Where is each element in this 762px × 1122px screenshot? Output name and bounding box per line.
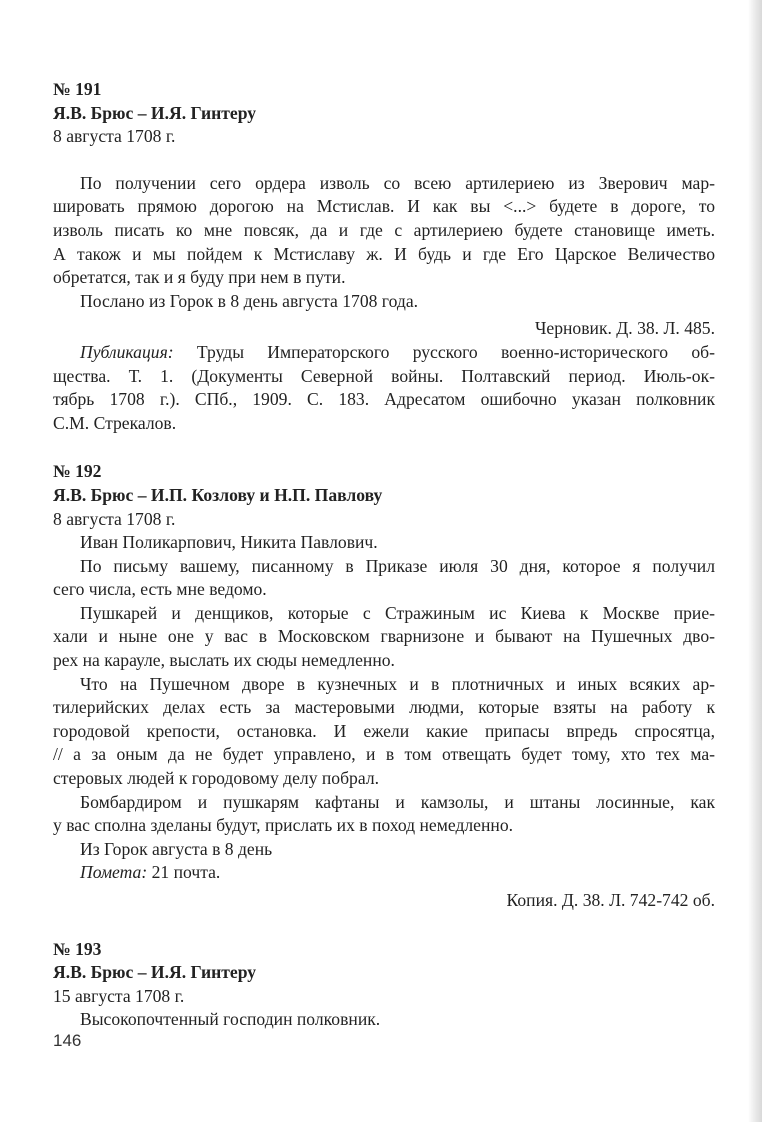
publication-line: С.М. Стрекалов. (53, 412, 177, 433)
document-heading: Я.В. Брюс – И.П. Козлову и Н.П. Павлову (53, 484, 383, 505)
sent-from: Из Горок августа в 8 день (80, 838, 273, 859)
document-heading: Я.В. Брюс – И.Я. Гинтеру (53, 102, 257, 123)
salutation: Иван Поликарпович, Никита Павлович. (80, 532, 378, 553)
body-line: сего числа, есть мне ведомо. (53, 579, 267, 600)
document-date: 8 августа 1708 г. (53, 508, 176, 529)
document-heading: Я.В. Брюс – И.Я. Гинтеру (53, 962, 257, 983)
paragraph (53, 555, 715, 602)
body-line: шировать прямою дорогою на Мстислав. И как вы <...> будете в дороге, то (53, 196, 715, 217)
document-number: № 191 (53, 79, 102, 99)
salutation: Высокопочтенный господин полковник. (80, 1009, 381, 1030)
page-number: 146 (53, 1031, 82, 1050)
publication-line: тябрь 1708 г.). СПб., 1909. С. 183. Адресатом ошибочно указан полковник (53, 389, 715, 410)
body-line: обретатся, так и я буду при нем в пути. (53, 267, 346, 288)
note-label: Помета: (80, 862, 148, 883)
document-date: 15 августа 1708 г. (53, 985, 185, 1006)
paragraph (53, 791, 715, 838)
publication-line: щества. Т. 1. (Документы Северной войны. Полтавский период. Июль-ок- (53, 365, 715, 386)
page-spine-shadow (748, 0, 762, 1122)
body-line: По получении сего ордера изволь со всею артилериею из Зверович мар- (80, 172, 715, 193)
paragraph (53, 602, 715, 673)
document-body (53, 172, 715, 290)
body-line: тилерийских делах есть за мастеровыми людми, которые взяты на работу к (53, 697, 715, 718)
document-193 (53, 938, 715, 1032)
body-line: изволь писать ко мне повсяк, да и где с артилериею будете становище иметь. (53, 219, 715, 240)
body-line: // а за оным да не будет управлено, и в том отвещать будет тому, хто тех ма- (53, 744, 715, 765)
body-line: рех на карауле, выслать их сюды немедленно. (53, 650, 395, 671)
body-line: По письму вашему, писанному в Приказе июля 30 дня, которое я получил (80, 555, 715, 576)
document-number: № 193 (53, 938, 102, 959)
archive-reference: Черновик. Д. 38. Л. 485. (534, 318, 715, 339)
document-page (53, 78, 715, 1032)
body-line: А також и мы пойдем к Мстиславу ж. И будь и где Его Царское Величество (53, 243, 715, 264)
note (53, 861, 715, 885)
document-191 (53, 78, 715, 435)
document-number: № 192 (53, 461, 102, 482)
publication-note (53, 341, 715, 435)
note-text: 21 почта. (151, 862, 221, 883)
publication-label: Публикация: (80, 341, 174, 362)
publication-text: Труды Императорского русского военно-исторического об- (196, 341, 715, 362)
sent-from: Послано из Горок в 8 день августа 1708 года. (80, 290, 419, 311)
body-line: Пушкарей и денщиков, которые с Стражиным ис Киева к Москве прие- (80, 602, 715, 623)
body-line: Бомбардиром и пушкарям кафтаны и камзолы, и штаны лосинные, как (80, 791, 715, 812)
body-line: стеровых людей к городовому делу побрал. (53, 768, 379, 789)
paragraph (53, 673, 715, 791)
body-line: хали и ныне оне у вас в Московском гварнизоне и бывают на Пушечных дво- (53, 626, 715, 647)
body-line: городовой крепости, остановка. И ежели какие припасы впредь спросятца, (53, 720, 715, 741)
document-date: 8 августа 1708 г. (53, 126, 176, 147)
body-line: у вас сполна зделаны будут, прислать их в поход немедленно. (53, 815, 514, 836)
publication-line (53, 341, 715, 365)
body-line: Что на Пушечном дворе в кузнечных и в плотничных и иных всяких ар- (80, 673, 715, 694)
document-192 (53, 460, 715, 912)
archive-reference: Копия. Д. 38. Л. 742-742 об. (506, 890, 715, 910)
